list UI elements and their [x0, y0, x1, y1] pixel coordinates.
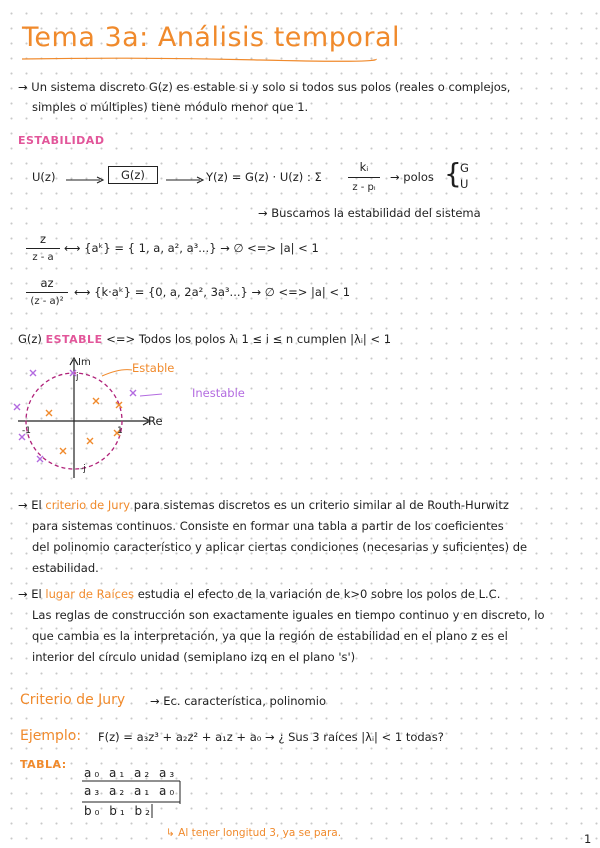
lugar-rest: estudia el efecto de la variación de k>0 sobre los polos de L.C. — [137, 587, 501, 601]
frac-numerator: kᵢ — [359, 160, 369, 174]
g-stable-word: ESTABLE — [45, 333, 103, 346]
jury-term: criterio de Jury — [45, 498, 131, 512]
stable-poles — [46, 398, 122, 454]
lugar-para-line-3: que cambia es la interpretación, ya que la región de estabilidad en el plano z es el — [32, 629, 508, 643]
frac-bar — [348, 177, 380, 178]
buscamos-note: → Buscamos la estabilidad del sistema — [258, 206, 481, 220]
poles-u: U — [460, 177, 469, 191]
cell: a₃ — [84, 784, 103, 798]
one-label: 1 — [117, 426, 123, 436]
cell: b₁ — [109, 804, 128, 818]
block-input-label: U(z) — [32, 170, 56, 184]
cell: a₃ — [159, 766, 178, 780]
jury-table-row-3 — [84, 804, 153, 818]
lugar-term: lugar de Raíces — [45, 587, 135, 601]
cell: a₁ — [134, 784, 153, 798]
cell: a₀ — [159, 784, 178, 798]
cell: b₂ — [134, 804, 153, 818]
eq1-num: z — [39, 232, 47, 246]
re-label: Re — [148, 414, 163, 428]
ejemplo-label: Ejemplo: — [20, 728, 82, 744]
cell: b₀ — [84, 804, 103, 818]
minus-one-label: -1 — [22, 426, 31, 436]
j-label: j — [76, 372, 79, 382]
g-stable-line — [18, 332, 391, 347]
cell: a₀ — [84, 766, 103, 780]
estabilidad-heading: ESTABILIDAD — [18, 134, 105, 147]
jury-para-line-4: estabilidad. — [32, 561, 99, 575]
arrow-in — [66, 177, 106, 183]
cell: a₂ — [109, 784, 128, 798]
cell: a₁ — [109, 766, 128, 780]
jury-para-line-1 — [18, 498, 509, 513]
eq2-den: (z - a)² — [30, 296, 64, 307]
frac-denominator: z - pᵢ — [352, 182, 376, 193]
eq2-num: az — [40, 276, 54, 290]
jury-heading: Criterio de Jury — [20, 692, 126, 708]
jury-rest: para sistemas discretos es un criterio similar al de Routh-Hurwitz — [133, 498, 509, 512]
jury-arrow: → El — [18, 498, 42, 512]
poles-text: → polos — [390, 170, 434, 184]
jury-para-line-2: para sistemas continuos. Consiste en formar una tabla a partir de los coeficientes — [32, 519, 504, 533]
eq2-rest: ⟷ {k·aᵏ} = {0, a, 2a², 3a³...} → ∅ <=> |a| < 1 — [74, 285, 351, 299]
poles-g: G — [460, 161, 469, 175]
lugar-para-line-4: interior del círculo unidad (semiplano izq en el plano 's') — [32, 650, 356, 664]
jury-para-line-3: del polinomio característico y aplicar ciertas condiciones (necesarias y suficientes) de — [32, 540, 528, 554]
intro-line-2: simples o múltiples) tiene módulo menor que 1. — [32, 100, 309, 114]
page-title: Tema 3a: Análisis temporal — [22, 22, 401, 53]
eq1-bar — [26, 248, 60, 249]
arrow-out — [166, 177, 206, 183]
tabla-label: TABLA: — [20, 758, 67, 771]
g-stable-prefix: G(z) — [18, 332, 42, 346]
eq1-den: z - a — [32, 252, 54, 263]
eq2-bar — [26, 292, 68, 293]
g-stable-rest: <=> Todos los polos λᵢ 1 ≤ i ≤ n cumplen |λᵢ| < 1 — [106, 332, 392, 346]
jury-table-row-1 — [84, 766, 177, 780]
output-equation: Y(z) = G(z) · U(z) : Σ — [206, 170, 322, 184]
jury-table-note: ↳ Al tener longitud 3, ya se para. — [166, 827, 342, 839]
minus-j-label: -j — [80, 464, 86, 474]
title-underline — [20, 56, 380, 62]
eq1-rest: ⟷ {aᵏ} = { 1, a, a², a³...} → ∅ <=> |a| < 1 — [64, 241, 319, 255]
lugar-para-line-2: Las reglas de construcción son exactamente iguales en tiempo continuo y en discreto, lo — [32, 608, 545, 622]
lugar-arrow: → El — [18, 587, 42, 601]
page-number: 1 — [584, 832, 592, 846]
g-block: G(z) — [108, 166, 158, 184]
unstable-poles — [14, 370, 136, 462]
im-label: Im — [78, 357, 91, 368]
brace: { — [444, 157, 462, 190]
cell: a₂ — [134, 766, 153, 780]
pole-zero-plot — [10, 350, 210, 480]
stable-label: Estable — [132, 361, 175, 375]
unstable-label: Inestable — [192, 386, 245, 400]
lugar-para-line-1 — [18, 587, 500, 602]
ejemplo-equation: F(z) = a₃z³ + a₂z² + a₁z + a₀ → ¿ Sus 3 raíces |λᵢ| < 1 todas? — [98, 730, 444, 744]
intro-line-1: → Un sistema discreto G(z) es estable si y solo si todos sus polos (reales o complejos, — [18, 80, 511, 94]
jury-heading-rest: → Ec. característica, polinomio — [150, 694, 327, 708]
